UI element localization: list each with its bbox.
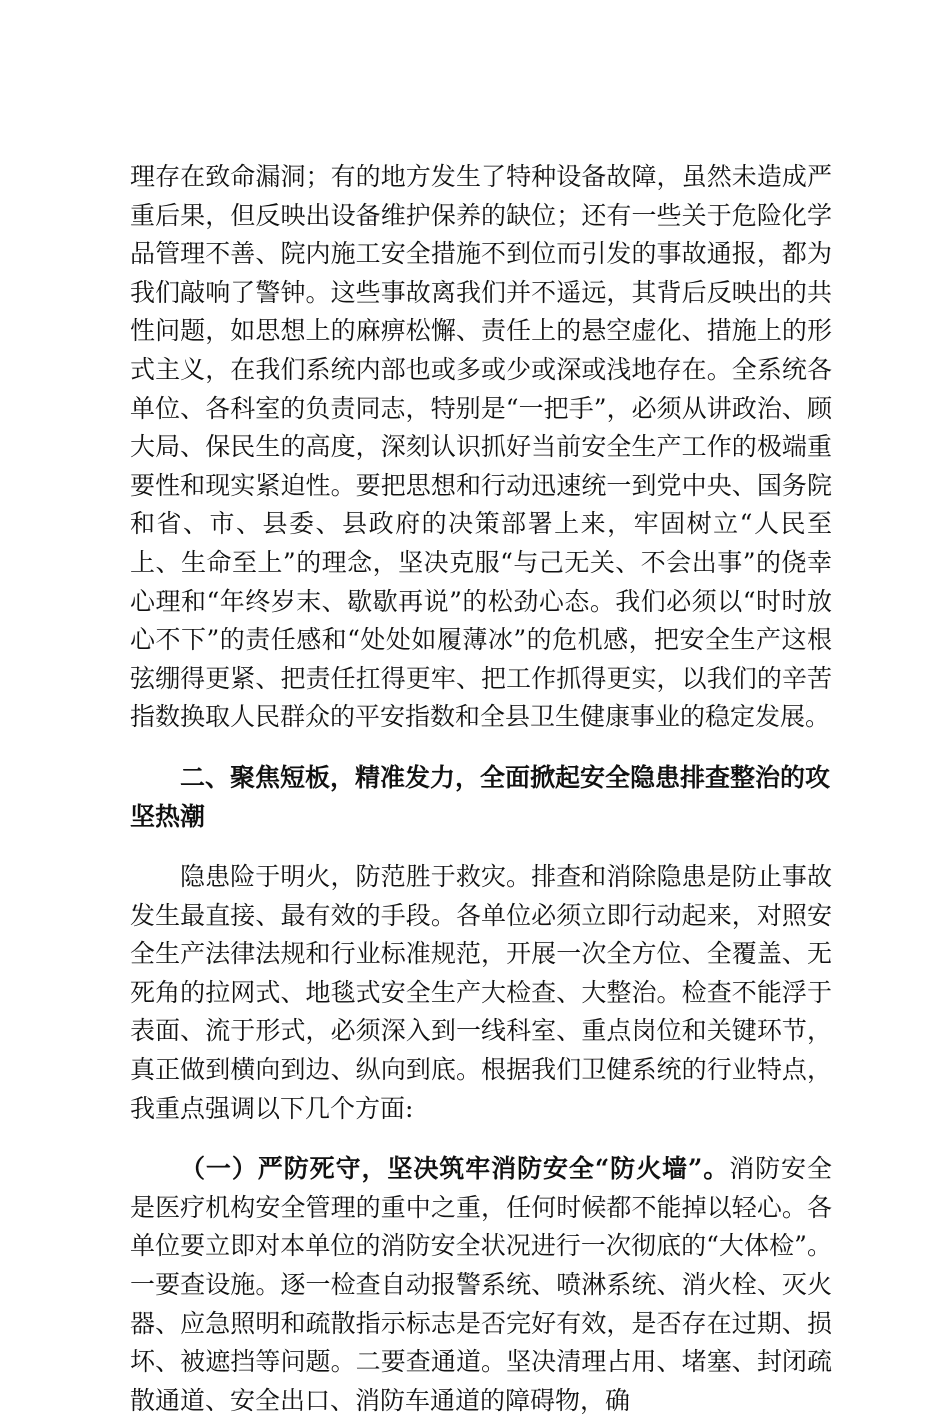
paragraph-3: [130, 1150, 832, 1420]
document-page: [130, 158, 832, 1420]
paragraph-1: 理存在致命漏洞；有的地方发生了特种设备故障，虽然未造成严重后果，但反映出设备维护保养的缺位；还有一些关于危险化学品管理不善、院内施工安全措施不到位而引发的事故通报，都为我们敲响了警钟。这些事故离我们并不遥远，其背后反映出的共性问题，如思想上的麻痹松懈、责任上的悬空虚化、措施上的形式主义，在我们系统内部也或多或少或深或浅地存在。全系统各单位、各科室的负责同志，特别是“一把手”，必须从讲政治、顾大局、保民生的高度，深刻认识抓好当前安全生产工作的极端重要性和现实紧迫性。要把思想和行动迅速统一到党中央、国务院和省、市、县委、县政府的决策部署上来，牢固树立“人民至上、生命至上”的理念，坚决克服“与己无关、不会出事”的侥幸心理和“年终岁末、歇歇再说”的松劲心态。我们必须以“时时放心不下”的责任感和“处处如履薄冰”的危机感，把安全生产这根弦绷得更紧、把责任扛得更牢、把工作抓得更实，以我们的辛苦指数换取人民群众的平安指数和全县卫生健康事业的稳定发展。: [130, 162, 832, 732]
section-heading-2: 二、聚焦短板，精准发力，全面掀起安全隐患排查整治的攻坚热潮: [130, 762, 831, 831]
paragraph-3-body: 消防安全是医疗机构安全管理的重中之重，任何时候都不能掉以轻心。各单位要立即对本单位的消防安全状况进行一次彻底的“大体检”。一要查设施。逐一检查自动报警系统、喷淋系统、消火栓、灭火器、应急照明和疏散指示标志是否完好有效，是否存在过期、损坏、被遮挡等问题。二要查通道。坚决清理占用、堵塞、封闭疏散通道、安全出口、消防车通道的障碍物，确: [130, 1154, 832, 1415]
paragraph-2: 隐患险于明火，防范胜于救灾。排查和消除隐患是防止事故发生最直接、最有效的手段。各单位必须立即行动起来，对照安全生产法律法规和行业标准规范，开展一次全方位、全覆盖、无死角的拉网式、地毯式安全生产大检查、大整治。检查不能浮于表面、流于形式，必须深入到一线科室、重点岗位和关键环节，真正做到横向到边、纵向到底。根据我们卫健系统的行业特点，我重点强调以下几个方面:: [130, 862, 832, 1123]
subsection-heading-1: （一）严防死守，坚决筑牢消防安全“防火墙”。: [180, 1154, 730, 1184]
